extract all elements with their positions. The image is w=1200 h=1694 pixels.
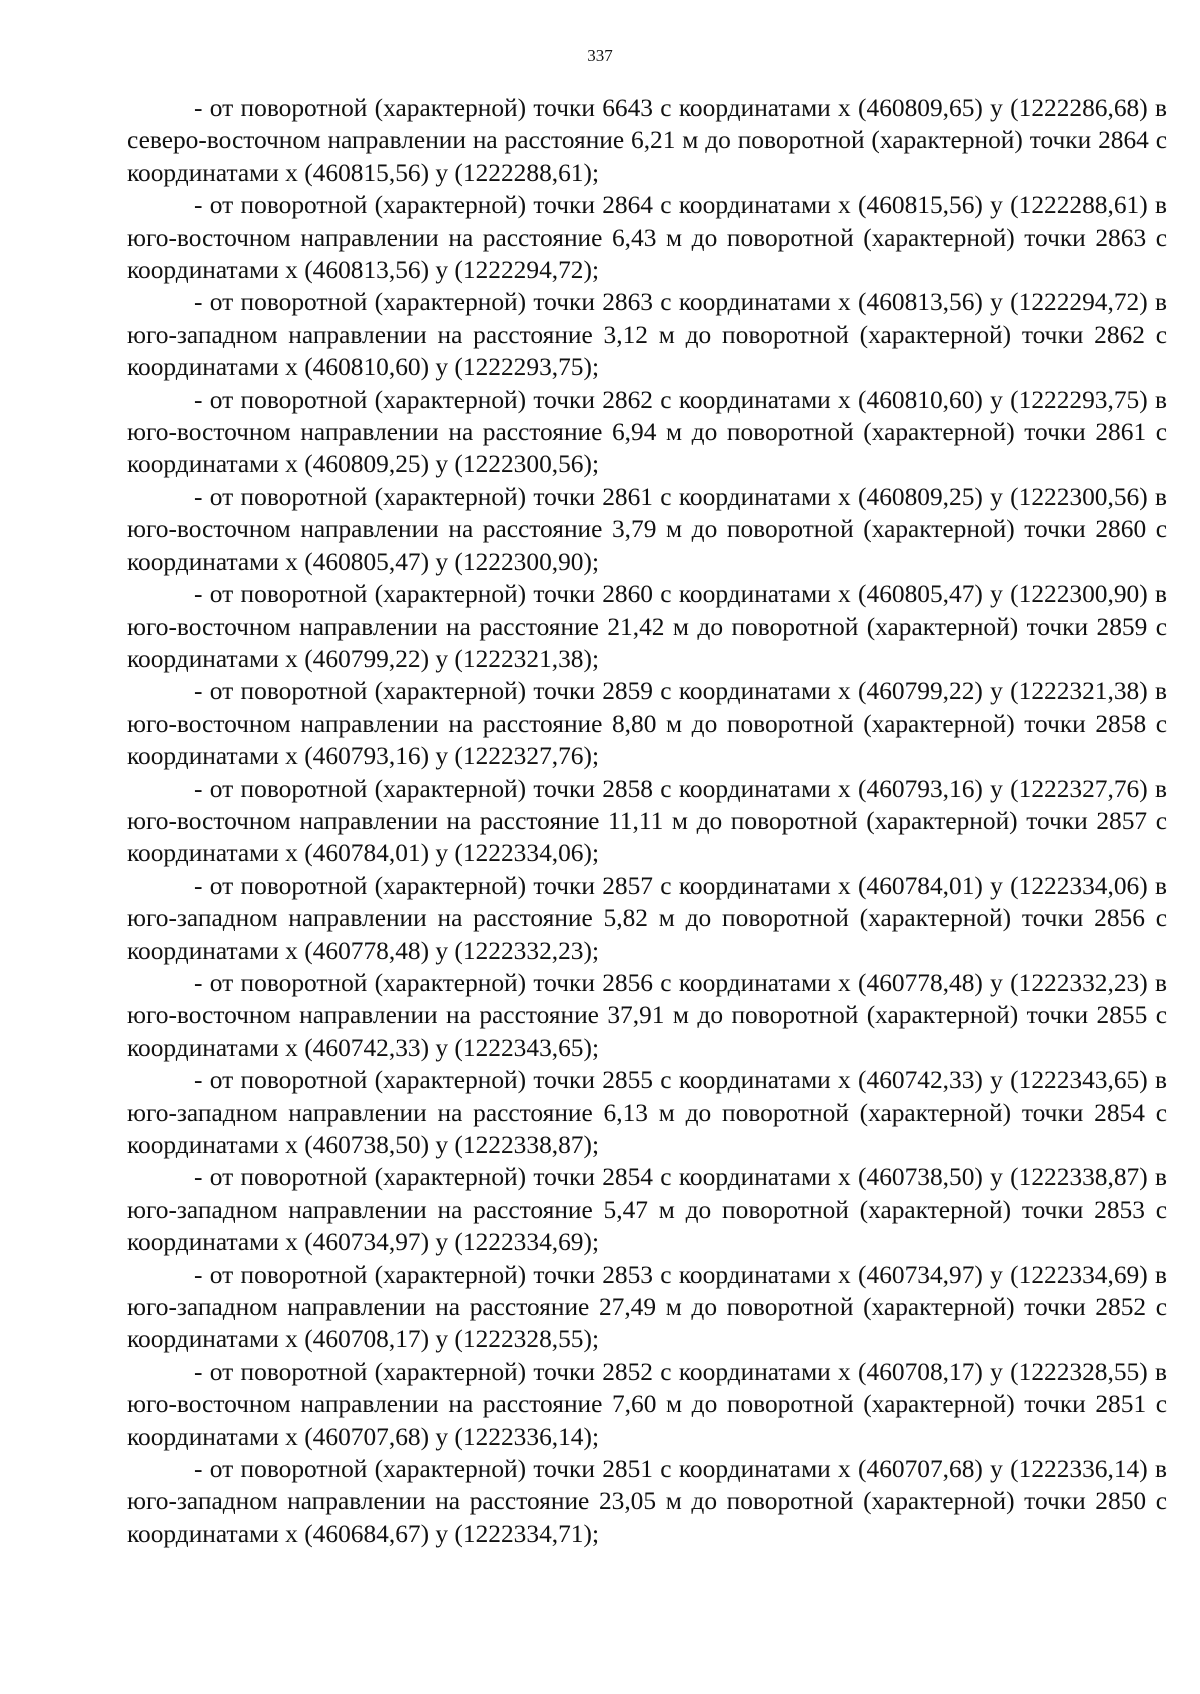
paragraph: - от поворотной (характерной) точки 2860 с координатами x (460805,47) y (1222300,90) в юго-восточном направлении на расстояние 21,42 м до поворотной (характерной) точки 2859 с координатами x (460799,22) y (1222321,38); bbox=[127, 580, 1167, 673]
paragraph: - от поворотной (характерной) точки 2851 с координатами x (460707,68) y (1222336,14) в юго-западном направлении на расстояние 23,05 м до поворотной (характерной) точки 2850 с координатами x (460684,67) y (1222334,71); bbox=[127, 1455, 1167, 1548]
paragraph: - от поворотной (характерной) точки 2856 с координатами x (460778,48) y (1222332,23) в юго-восточном направлении на расстояние 37,91 м до поворотной (характерной) точки 2855 с координатами x (460742,33) y (1222343,65); bbox=[127, 968, 1167, 1062]
paragraph: - от поворотной (характерной) точки 2857 с координатами x (460784,01) y (1222334,06) в юго-западном направлении на расстояние 5,82 м до поворотной (характерной) точки 2856 с координатами x (460778,48) y (1222332,23); bbox=[127, 871, 1167, 965]
paragraph: - от поворотной (характерной) точки 2862 с координатами x (460810,60) y (1222293,75) в юго-восточном направлении на расстояние 6,94 м до поворотной (характерной) точки 2861 с координатами x (460809,25) y (1222300,56); bbox=[127, 385, 1167, 479]
document-body bbox=[127, 92, 1167, 1550]
paragraph: - от поворотной (характерной) точки 2853 с координатами x (460734,97) y (1222334,69) в юго-западном направлении на расстояние 27,49 м до поворотной (характерной) точки 2852 с координатами x (460708,17) y (1222328,55); bbox=[127, 1260, 1167, 1354]
paragraph: - от поворотной (характерной) точки 2854 с координатами x (460738,50) y (1222338,87) в юго-западном направлении на расстояние 5,47 м до поворотной (характерной) точки 2853 с координатами x (460734,97) y (1222334,69); bbox=[127, 1163, 1167, 1257]
paragraph: - от поворотной (характерной) точки 2863 с координатами x (460813,56) y (1222294,72) в юго-западном направлении на расстояние 3,12 м до поворотной (характерной) точки 2862 с координатами x (460810,60) y (1222293,75); bbox=[127, 288, 1167, 382]
paragraph: - от поворотной (характерной) точки 6643 с координатами x (460809,65) y (1222286,68) в северо-восточном направлении на расстояние 6,21 м до поворотной (характерной) точки 2864 с координатами x (460815,56) y (1222288,61); bbox=[127, 94, 1167, 187]
paragraph: - от поворотной (характерной) точки 2852 с координатами x (460708,17) y (1222328,55) в юго-восточном направлении на расстояние 7,60 м до поворотной (характерной) точки 2851 с координатами x (460707,68) y (1222336,14); bbox=[127, 1357, 1167, 1451]
paragraph: - от поворотной (характерной) точки 2864 с координатами x (460815,56) y (1222288,61) в юго-восточном направлении на расстояние 6,43 м до поворотной (характерной) точки 2863 с координатами x (460813,56) y (1222294,72); bbox=[127, 191, 1167, 285]
paragraph: - от поворотной (характерной) точки 2861 с координатами x (460809,25) y (1222300,56) в юго-восточном направлении на расстояние 3,79 м до поворотной (характерной) точки 2860 с координатами x (460805,47) y (1222300,90); bbox=[127, 482, 1167, 576]
paragraph: - от поворотной (характерной) точки 2855 с координатами x (460742,33) y (1222343,65) в юго-западном направлении на расстояние 6,13 м до поворотной (характерной) точки 2854 с координатами x (460738,50) y (1222338,87); bbox=[127, 1066, 1167, 1159]
paragraph: - от поворотной (характерной) точки 2858 с координатами x (460793,16) y (1222327,76) в юго-восточном направлении на расстояние 11,11 м до поворотной (характерной) точки 2857 с координатами x (460784,01) y (1222334,06); bbox=[127, 774, 1167, 868]
paragraph: - от поворотной (характерной) точки 2859 с координатами x (460799,22) y (1222321,38) в юго-восточном направлении на расстояние 8,80 м до поворотной (характерной) точки 2858 с координатами x (460793,16) y (1222327,76); bbox=[127, 677, 1167, 771]
page-number: 337 bbox=[587, 46, 613, 65]
